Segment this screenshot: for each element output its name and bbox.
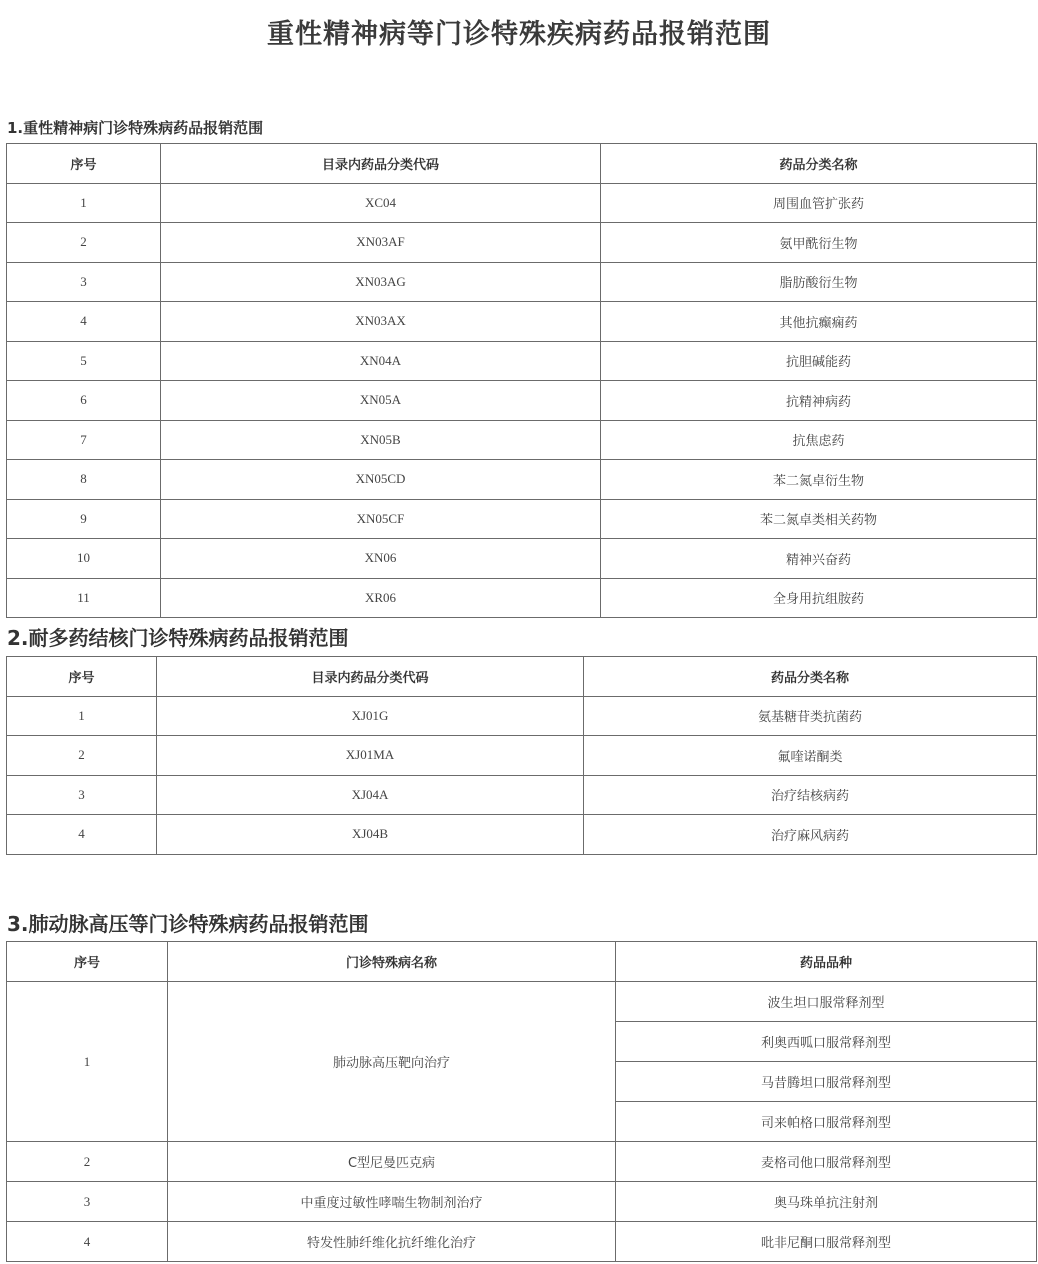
row-no: 4	[7, 302, 161, 342]
table-row	[7, 420, 1037, 460]
table-row	[7, 1182, 1037, 1222]
table-row	[7, 1142, 1037, 1182]
row-no: 9	[7, 499, 161, 539]
row-name: 周围血管扩张药	[601, 183, 1037, 223]
row-drug: 利奥西呱口服常释剂型	[616, 1022, 1037, 1062]
row-name: 苯二氮卓衍生物	[601, 460, 1037, 500]
row-no: 2	[7, 736, 157, 776]
table-row	[7, 775, 1037, 815]
row-code: XN03AG	[161, 262, 601, 302]
table-row	[7, 183, 1037, 223]
row-no: 6	[7, 381, 161, 421]
row-drug: 吡非尼酮口服常释剂型	[616, 1222, 1037, 1262]
table-row	[7, 302, 1037, 342]
row-code: XJ01MA	[157, 736, 584, 776]
table-row	[7, 815, 1037, 855]
header-no: 序号	[7, 942, 168, 982]
row-code: XC04	[161, 183, 601, 223]
section3-table	[6, 941, 1037, 1262]
row-name: 治疗麻风病药	[584, 815, 1037, 855]
table-row	[7, 499, 1037, 539]
row-no: 4	[7, 1222, 168, 1262]
row-code: XR06	[161, 578, 601, 618]
row-no: 1	[7, 696, 157, 736]
row-name: 氨基糖苷类抗菌药	[584, 696, 1037, 736]
row-code: XJ04B	[157, 815, 584, 855]
row-no: 11	[7, 578, 161, 618]
table-header-row	[7, 657, 1037, 697]
table-row	[7, 223, 1037, 263]
page-title: 重性精神病等门诊特殊疾病药品报销范围	[267, 19, 771, 50]
row-name: 氟喹诺酮类	[584, 736, 1037, 776]
header-no: 序号	[7, 144, 161, 184]
row-code: XN05B	[161, 420, 601, 460]
header-code: 目录内药品分类代码	[161, 144, 601, 184]
row-name: 精神兴奋药	[601, 539, 1037, 579]
section3-title: 3.肺动脉高压等门诊特殊病药品报销范围	[7, 912, 369, 936]
row-code: XN04A	[161, 341, 601, 381]
row-name: 抗精神病药	[601, 381, 1037, 421]
row-no: 1	[7, 982, 168, 1142]
row-disease: 肺动脉高压靶向治疗	[168, 982, 616, 1142]
row-no: 10	[7, 539, 161, 579]
row-no: 2	[7, 223, 161, 263]
row-no: 8	[7, 460, 161, 500]
table-row	[7, 696, 1037, 736]
row-disease: 特发性肺纤维化抗纤维化治疗	[168, 1222, 616, 1262]
row-no: 1	[7, 183, 161, 223]
row-drug: 马昔腾坦口服常释剂型	[616, 1062, 1037, 1102]
section1-table	[6, 143, 1037, 618]
row-code: XN03AF	[161, 223, 601, 263]
section2-title: 2.耐多药结核门诊特殊病药品报销范围	[7, 626, 349, 650]
table-row	[7, 460, 1037, 500]
row-code: XJ04A	[157, 775, 584, 815]
row-drug: 波生坦口服常释剂型	[616, 982, 1037, 1022]
row-name: 脂肪酸衍生物	[601, 262, 1037, 302]
table-row	[7, 341, 1037, 381]
section1-title: 1.重性精神病门诊特殊病药品报销范围	[7, 119, 264, 137]
table-row	[7, 381, 1037, 421]
row-code: XN06	[161, 539, 601, 579]
table-row	[7, 262, 1037, 302]
table-row	[7, 1222, 1037, 1262]
row-code: XN05CD	[161, 460, 601, 500]
header-drug: 药品品种	[616, 942, 1037, 982]
table-row	[7, 539, 1037, 579]
header-name: 药品分类名称	[584, 657, 1037, 697]
row-code: XN05CF	[161, 499, 601, 539]
row-name: 治疗结核病药	[584, 775, 1037, 815]
row-no: 5	[7, 341, 161, 381]
row-name: 苯二氮卓类相关药物	[601, 499, 1037, 539]
row-disease: C型尼曼匹克病	[168, 1142, 616, 1182]
row-name: 其他抗癫痫药	[601, 302, 1037, 342]
row-name: 抗胆碱能药	[601, 341, 1037, 381]
row-drug: 麦格司他口服常释剂型	[616, 1142, 1037, 1182]
table-header-row	[7, 942, 1037, 982]
row-name: 抗焦虑药	[601, 420, 1037, 460]
header-code: 目录内药品分类代码	[157, 657, 584, 697]
row-code: XJ01G	[157, 696, 584, 736]
row-no: 3	[7, 262, 161, 302]
row-drug: 司来帕格口服常释剂型	[616, 1102, 1037, 1142]
table-row	[7, 578, 1037, 618]
row-no: 2	[7, 1142, 168, 1182]
row-no: 3	[7, 775, 157, 815]
section2-table	[6, 656, 1037, 855]
row-code: XN05A	[161, 381, 601, 421]
row-name: 氨甲酰衍生物	[601, 223, 1037, 263]
table-row	[7, 736, 1037, 776]
header-no: 序号	[7, 657, 157, 697]
row-code: XN03AX	[161, 302, 601, 342]
header-name: 药品分类名称	[601, 144, 1037, 184]
row-drug: 奥马珠单抗注射剂	[616, 1182, 1037, 1222]
row-name: 全身用抗组胺药	[601, 578, 1037, 618]
header-disease: 门诊特殊病名称	[168, 942, 616, 982]
table-row	[7, 982, 1037, 1022]
row-disease: 中重度过敏性哮喘生物制剂治疗	[168, 1182, 616, 1222]
row-no: 4	[7, 815, 157, 855]
row-no: 7	[7, 420, 161, 460]
row-no: 3	[7, 1182, 168, 1222]
table-header-row	[7, 144, 1037, 184]
